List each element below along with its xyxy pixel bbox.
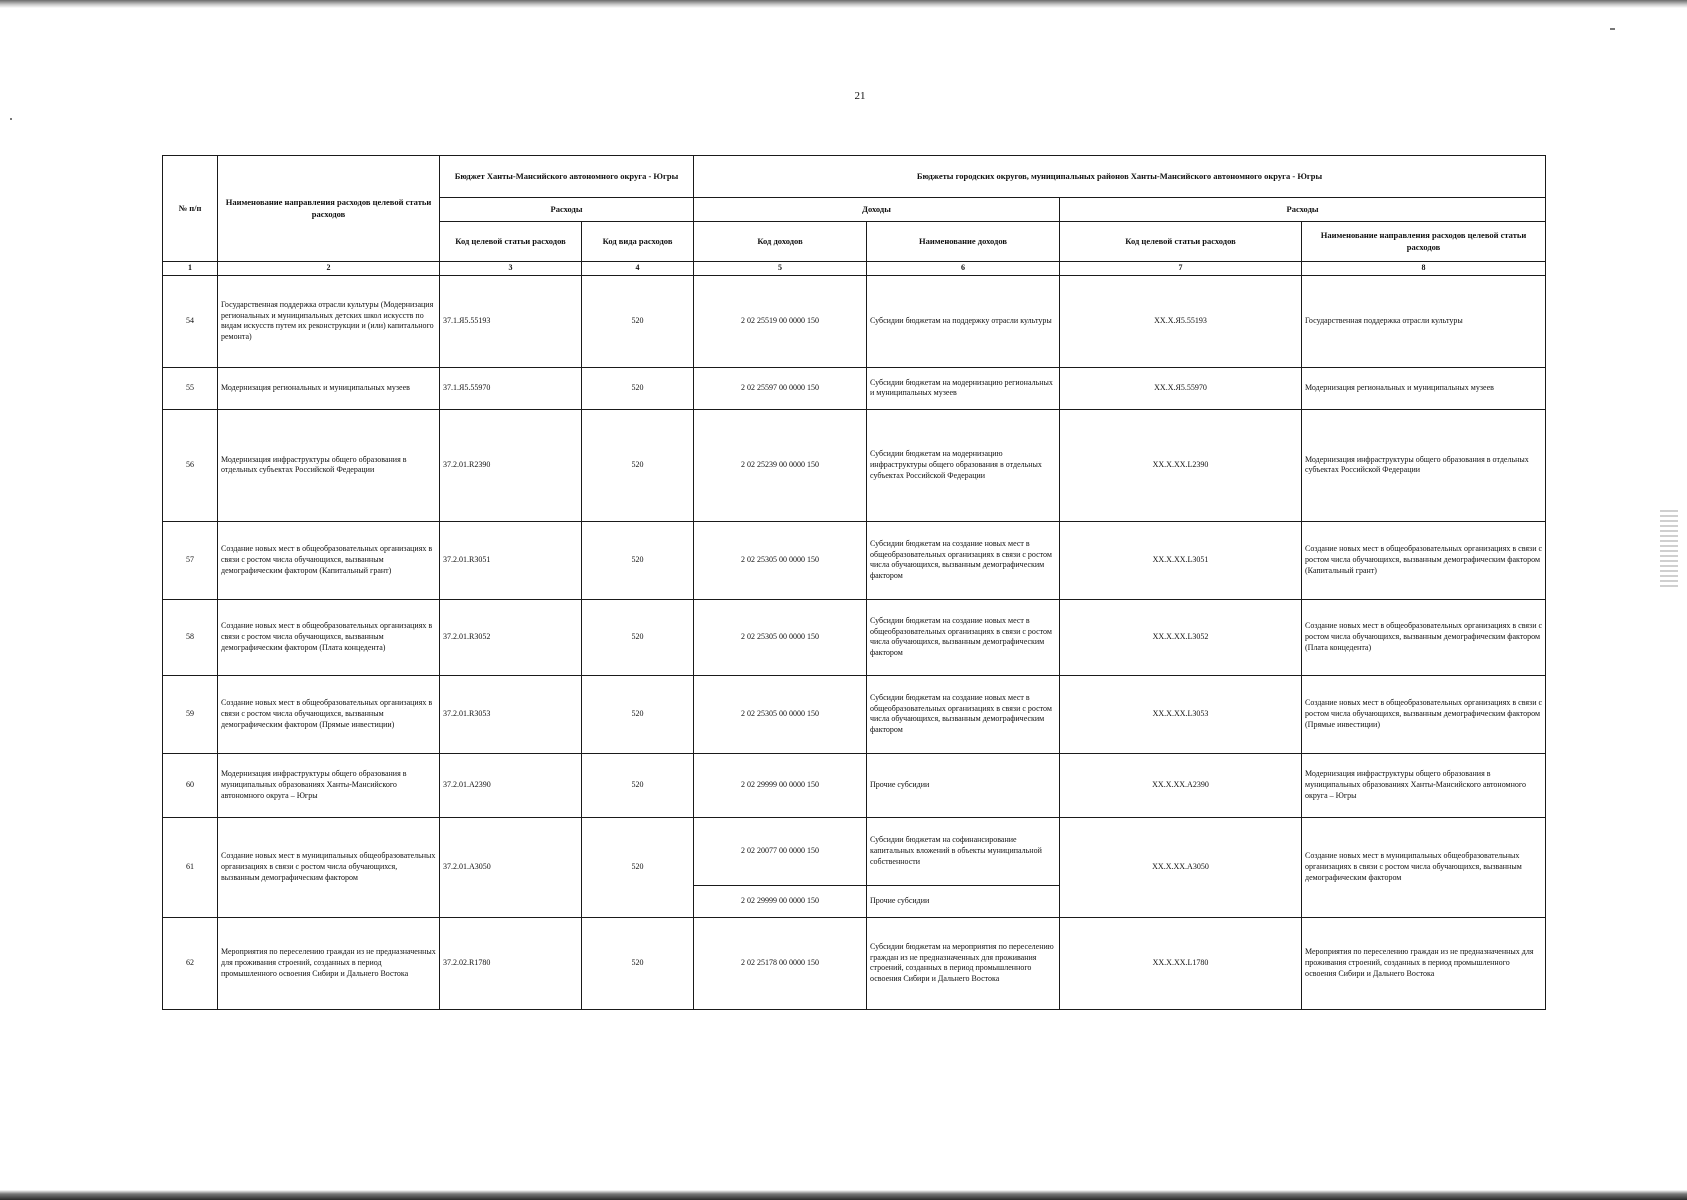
row-mun-code: XX.X.XX.L3051: [1060, 521, 1302, 599]
row-code: 37.2.01.R3053: [440, 675, 582, 753]
table-row: [163, 599, 1546, 675]
row-type: 520: [582, 275, 694, 367]
table-row: [163, 521, 1546, 599]
scan-speck: [10, 118, 12, 120]
header-okrug-budget: Бюджет Ханты-Мансийского автономного округа - Югры: [440, 156, 694, 198]
row-type: 520: [582, 675, 694, 753]
row-type: 520: [582, 599, 694, 675]
row-code: 37.1.Я5.55970: [440, 367, 582, 409]
row-num: 57: [163, 521, 218, 599]
row-name: Создание новых мест в муниципальных общеобразовательных организациях в связи с ростом числа обучающихся, вызванным демографическим фактором: [218, 817, 440, 917]
column-number: 6: [867, 262, 1060, 276]
header-municipal-expenses: Расходы: [1060, 198, 1546, 222]
page-number: 21: [854, 90, 866, 102]
row-income-name: Субсидии бюджетам на софинансирование капитальных вложений в объекты муниципальной собственности: [867, 817, 1060, 885]
row-mun-code: XX.X.XX.L1780: [1060, 917, 1302, 1009]
header-mun-name: Наименование направления расходов целевой статьи расходов: [1302, 222, 1546, 262]
row-name: Модернизация инфраструктуры общего образования в отдельных субъектах Российской Федерации: [218, 409, 440, 521]
header-municipal-budget: Бюджеты городских округов, муниципальных районов Ханты-Мансийского автономного округа - Югры: [694, 156, 1546, 198]
header-okrug-code-target: Код целевой статьи расходов: [440, 222, 582, 262]
column-number: 5: [694, 262, 867, 276]
row-name: Государственная поддержка отрасли культуры (Модернизация региональных и муниципальных детских школ искусств по видам искусств путем их реконструкции и (или) капитального ремонта): [218, 275, 440, 367]
row-income-code: 2 02 25519 00 0000 150: [694, 275, 867, 367]
row-num: 55: [163, 367, 218, 409]
row-type: 520: [582, 521, 694, 599]
row-type: 520: [582, 817, 694, 917]
row-code: 37.2.01.R3051: [440, 521, 582, 599]
column-number: 4: [582, 262, 694, 276]
column-number: 3: [440, 262, 582, 276]
row-mun-name: Создание новых мест в муниципальных общеобразовательных организациях в связи с ростом числа обучающихся, вызванным демографическим фактором: [1302, 817, 1546, 917]
row-mun-name: Модернизация региональных и муниципальных музеев: [1302, 367, 1546, 409]
row-income-name: Субсидии бюджетам на мероприятия по переселению граждан из не предназначенных для проживания строений, созданных в период промышленного освоения Сибири и Дальнего Востока: [867, 917, 1060, 1009]
row-type: 520: [582, 917, 694, 1009]
row-name: Модернизация региональных и муниципальных музеев: [218, 367, 440, 409]
row-income-name: Прочие субсидии: [867, 885, 1060, 917]
header-income-code: Код доходов: [694, 222, 867, 262]
row-type: 520: [582, 367, 694, 409]
row-code: 37.2.01.A3050: [440, 817, 582, 917]
row-income-name: Субсидии бюджетам на поддержку отрасли культуры: [867, 275, 1060, 367]
row-code: 37.2.01.A2390: [440, 753, 582, 817]
column-number: 2: [218, 262, 440, 276]
row-income-name: Прочие субсидии: [867, 753, 1060, 817]
header-okrug-expenses: Расходы: [440, 198, 694, 222]
row-name: Модернизация инфраструктуры общего образования в муниципальных образованиях Ханты-Мансийского автономного округа – Югры: [218, 753, 440, 817]
row-code: 37.2.02.R1780: [440, 917, 582, 1009]
header-name: Наименование направления расходов целевой статьи расходов: [218, 156, 440, 262]
row-income-name: Субсидии бюджетам на создание новых мест в общеобразовательных организациях в связи с ростом числа обучающихся, вызванным демографическим фактором: [867, 521, 1060, 599]
row-mun-name: Модернизация инфраструктуры общего образования в муниципальных образованиях Ханты-Мансийского автономного округа – Югры: [1302, 753, 1546, 817]
row-mun-code: XX.X.Я5.55970: [1060, 367, 1302, 409]
column-number: 7: [1060, 262, 1302, 276]
row-name: Мероприятия по переселению граждан из не предназначенных для проживания строений, созданных в период промышленного освоения Сибири и Дальнего Востока: [218, 917, 440, 1009]
row-num: 58: [163, 599, 218, 675]
scan-edge-top: [0, 0, 1687, 8]
row-mun-code: XX.X.XX.L3053: [1060, 675, 1302, 753]
budget-table: [162, 155, 1546, 1010]
row-income-code: 2 02 25305 00 0000 150: [694, 521, 867, 599]
header-num: № п/п: [163, 156, 218, 262]
table-row: [163, 367, 1546, 409]
row-income-code: 2 02 29999 00 0000 150: [694, 885, 867, 917]
row-code: 37.1.Я5.55193: [440, 275, 582, 367]
table-row: [163, 917, 1546, 1009]
row-income-name: Субсидии бюджетам на создание новых мест в общеобразовательных организациях в связи с ростом числа обучающихся, вызванным демографическим фактором: [867, 599, 1060, 675]
row-num: 60: [163, 753, 218, 817]
row-mun-code: XX.X.XX.L3052: [1060, 599, 1302, 675]
table-row: [163, 409, 1546, 521]
column-number: 1: [163, 262, 218, 276]
row-code: 37.2.01.R3052: [440, 599, 582, 675]
row-name: Создание новых мест в общеобразовательных организациях в связи с ростом числа обучающихся, вызванным демографическим фактором (Капитальный грант): [218, 521, 440, 599]
table-row: [163, 753, 1546, 817]
row-income-code: 2 02 25305 00 0000 150: [694, 675, 867, 753]
header-mun-code-target: Код целевой статьи расходов: [1060, 222, 1302, 262]
row-income-code: 2 02 25239 00 0000 150: [694, 409, 867, 521]
scan-edge-mark: [1660, 510, 1678, 590]
row-income-code: 2 02 29999 00 0000 150: [694, 753, 867, 817]
row-mun-code: XX.X.XX.A2390: [1060, 753, 1302, 817]
row-income-name: Субсидии бюджетам на модернизацию инфраструктуры общего образования в отдельных субъектах Российской Федерации: [867, 409, 1060, 521]
row-type: 520: [582, 409, 694, 521]
row-name: Создание новых мест в общеобразовательных организациях в связи с ростом числа обучающихся, вызванным демографическим фактором (Прямые инвестиции): [218, 675, 440, 753]
row-mun-code: XX.X.Я5.55193: [1060, 275, 1302, 367]
row-num: 62: [163, 917, 218, 1009]
row-income-code: 2 02 25597 00 0000 150: [694, 367, 867, 409]
row-num: 56: [163, 409, 218, 521]
row-mun-name: Мероприятия по переселению граждан из не предназначенных для проживания строений, созданных в период промышленного освоения Сибири и Дальнего Востока: [1302, 917, 1546, 1009]
table-row: [163, 275, 1546, 367]
row-mun-name: Модернизация инфраструктуры общего образования в отдельных субъектах Российской Федерации: [1302, 409, 1546, 521]
header-okrug-code-type: Код вида расходов: [582, 222, 694, 262]
row-num: 59: [163, 675, 218, 753]
row-income-code: 2 02 25305 00 0000 150: [694, 599, 867, 675]
row-income-code: 2 02 25178 00 0000 150: [694, 917, 867, 1009]
row-mun-name: Создание новых мест в общеобразовательных организациях в связи с ростом числа обучающихся, вызванным демографическим фактором (Капитальный грант): [1302, 521, 1546, 599]
row-mun-name: Создание новых мест в общеобразовательных организациях в связи с ростом числа обучающихся, вызванным демографическим фактором (Прямые инвестиции): [1302, 675, 1546, 753]
table-row: [163, 675, 1546, 753]
row-income-name: Субсидии бюджетам на модернизацию региональных и муниципальных музеев: [867, 367, 1060, 409]
table-row: [163, 817, 1546, 885]
header-income-name: Наименование доходов: [867, 222, 1060, 262]
row-mun-name: Государственная поддержка отрасли культуры: [1302, 275, 1546, 367]
column-number-row: [163, 262, 1546, 276]
row-name: Создание новых мест в общеобразовательных организациях в связи с ростом числа обучающихся, вызванным демографическим фактором (Плата концедента): [218, 599, 440, 675]
row-type: 520: [582, 753, 694, 817]
row-mun-code: XX.X.XX.A3050: [1060, 817, 1302, 917]
row-mun-name: Создание новых мест в общеобразовательных организациях в связи с ростом числа обучающихся, вызванным демографическим фактором (Плата концедента): [1302, 599, 1546, 675]
row-num: 61: [163, 817, 218, 917]
row-income-code: 2 02 20077 00 0000 150: [694, 817, 867, 885]
row-mun-code: XX.X.XX.L2390: [1060, 409, 1302, 521]
row-num: 54: [163, 275, 218, 367]
scan-speck: [1610, 28, 1615, 30]
scan-edge-bottom: [0, 1190, 1687, 1200]
row-code: 37.2.01.R2390: [440, 409, 582, 521]
row-income-name: Субсидии бюджетам на создание новых мест в общеобразовательных организациях в связи с ростом числа обучающихся, вызванным демографическим фактором: [867, 675, 1060, 753]
column-number: 8: [1302, 262, 1546, 276]
header-municipal-income: Доходы: [694, 198, 1060, 222]
